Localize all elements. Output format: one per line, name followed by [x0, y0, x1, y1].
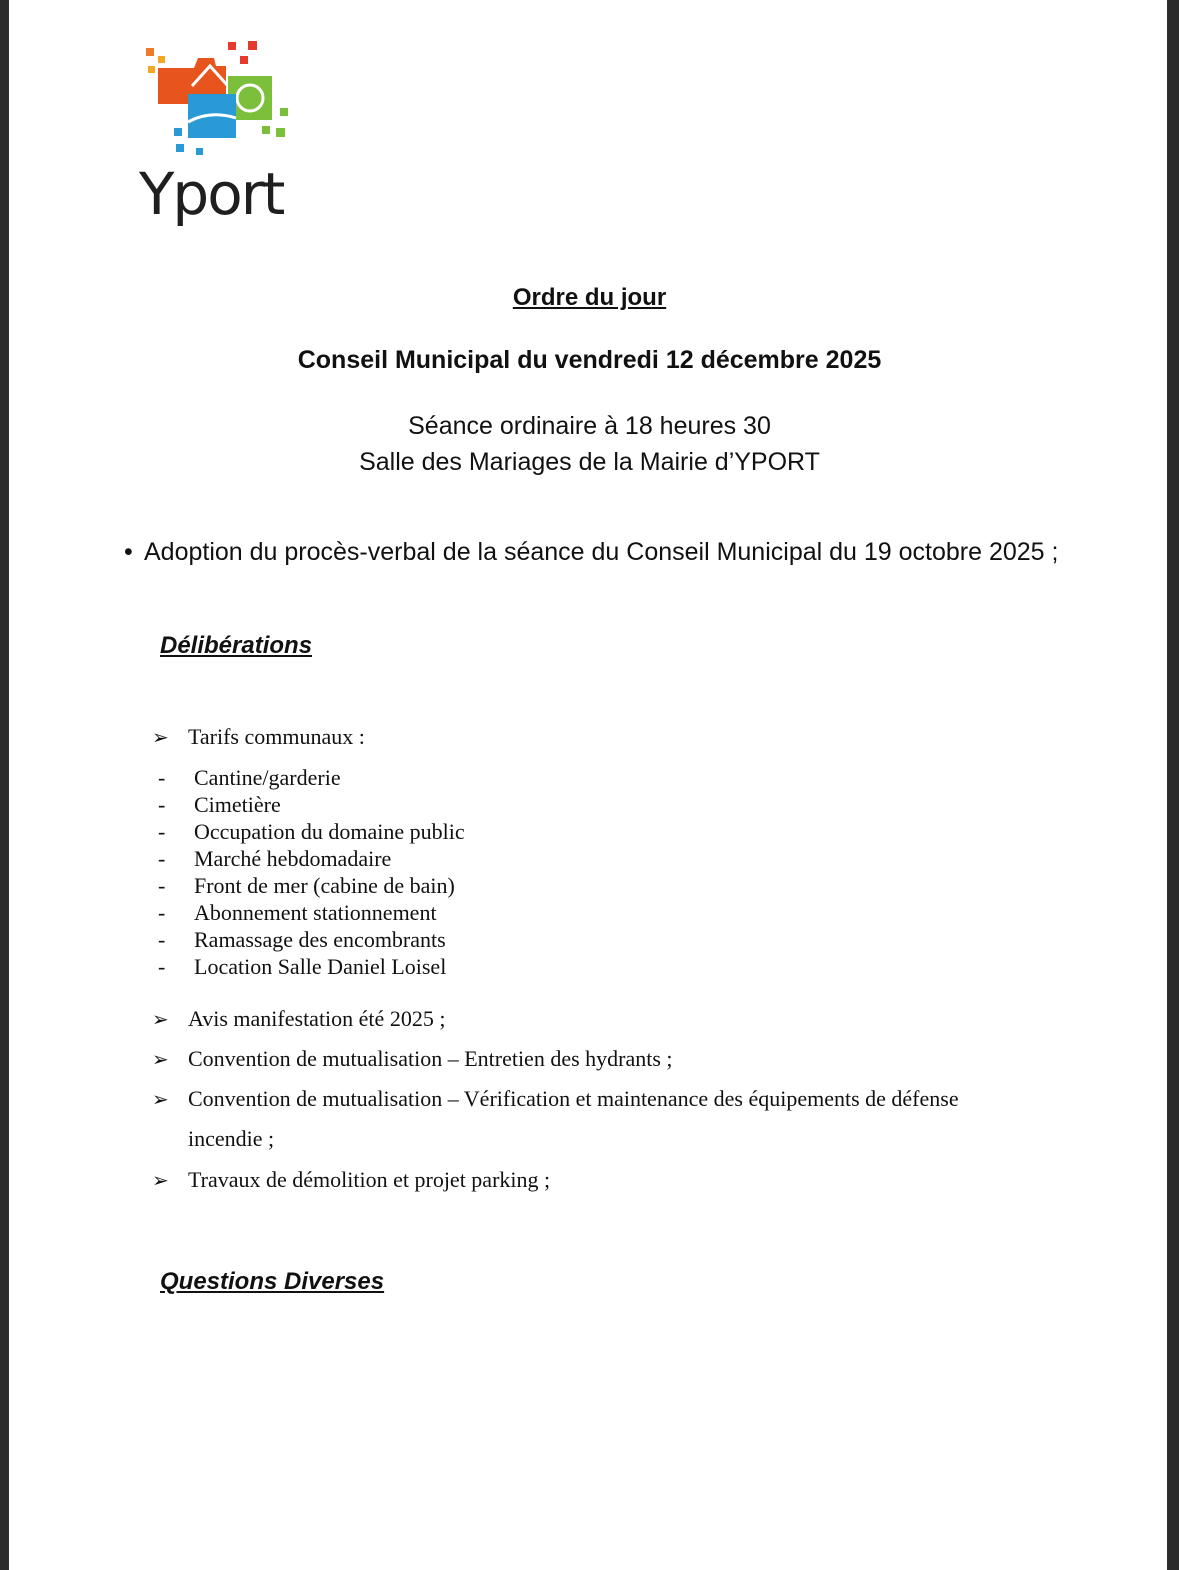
deliberation-item: [152, 1006, 445, 1032]
list-item: [158, 926, 465, 953]
arrow-bullet-icon: ➢: [152, 725, 169, 749]
deliberation-item: [152, 724, 365, 750]
list-item: [158, 791, 465, 818]
sublist-text: Marché hebdomadaire: [194, 846, 392, 871]
dash-marker: -: [158, 900, 166, 925]
sublist-text: Abonnement stationnement: [194, 900, 437, 925]
dash-marker: -: [158, 765, 166, 790]
page-left-edge: [0, 0, 9, 1570]
deliberation-label: Avis manifestation été 2025 ;: [188, 1006, 446, 1031]
deliberation-label: Convention de mutualisation – Vérification et maintenance des équipements de défense: [188, 1086, 959, 1111]
logo-pixel: [196, 148, 203, 155]
meeting-subtitle: Conseil Municipal du vendredi 12 décembre 2025: [297, 346, 882, 374]
page-right-edge: [1167, 0, 1179, 1570]
bullet-marker: •: [124, 538, 133, 566]
session-time: Séance ordinaire à 18 heures 30: [408, 412, 771, 440]
sublist-text: Location Salle Daniel Loisel: [194, 954, 447, 979]
logo-pixel: [276, 128, 285, 137]
arrow-bullet-icon: ➢: [152, 1007, 169, 1031]
list-item: [158, 899, 465, 926]
logo-pixel: [228, 42, 236, 50]
intro-bullet-text: Adoption du procès-verbal de la séance du Conseil Municipal du 19 octobre 2025 ;: [144, 538, 1059, 566]
dash-marker: -: [158, 927, 166, 952]
deliberation-item: [152, 1086, 959, 1112]
logo-pixel: [262, 126, 270, 134]
arrow-bullet-icon: ➢: [152, 1047, 169, 1071]
logo-pixel: [146, 48, 154, 56]
intro-bullet: [124, 538, 1058, 567]
session-location: Salle des Mariages de la Mairie d’YPORT: [359, 448, 820, 476]
deliberation-item: [152, 1167, 550, 1193]
dash-marker: -: [158, 873, 166, 898]
list-item: [158, 764, 465, 791]
sublist-text: Cimetière: [194, 792, 281, 817]
logo-pixel: [176, 144, 184, 152]
deliberation-continuation: incendie ;: [188, 1126, 275, 1151]
deliberation-item: [152, 1046, 673, 1072]
sublist-text: Occupation du domaine public: [194, 819, 465, 844]
logo-pixel: [280, 108, 288, 116]
list-item: [158, 818, 465, 845]
dash-marker: -: [158, 792, 166, 817]
list-item: [158, 872, 465, 899]
logo-pixel: [248, 41, 257, 50]
sublist-text: Ramassage des encombrants: [194, 927, 446, 952]
page-title: Ordre du jour: [512, 284, 667, 311]
deliberation-label: Convention de mutualisation – Entretien des hydrants ;: [188, 1046, 673, 1071]
tarifs-sublist: [158, 764, 465, 980]
dash-marker: -: [158, 819, 166, 844]
logo-pixel: [148, 66, 155, 73]
deliberations-heading: Délibérations: [160, 632, 313, 659]
arrow-bullet-icon: ➢: [152, 1087, 169, 1111]
logo-pixel: [174, 128, 182, 136]
logo-pixel: [158, 56, 165, 63]
logo-wordmark: Yport: [139, 160, 284, 228]
list-item: [158, 953, 465, 980]
questions-heading: Questions Diverses: [160, 1268, 385, 1295]
sublist-text: Cantine/garderie: [194, 765, 341, 790]
sublist-text: Front de mer (cabine de bain): [194, 873, 455, 898]
deliberation-label: Tarifs communaux :: [188, 724, 365, 749]
arrow-bullet-icon: ➢: [152, 1168, 169, 1192]
dash-marker: -: [158, 846, 166, 871]
dash-marker: -: [158, 954, 166, 979]
deliberation-label: Travaux de démolition et projet parking ;: [188, 1167, 551, 1192]
list-item: [158, 845, 465, 872]
logo-pixel: [240, 56, 248, 64]
